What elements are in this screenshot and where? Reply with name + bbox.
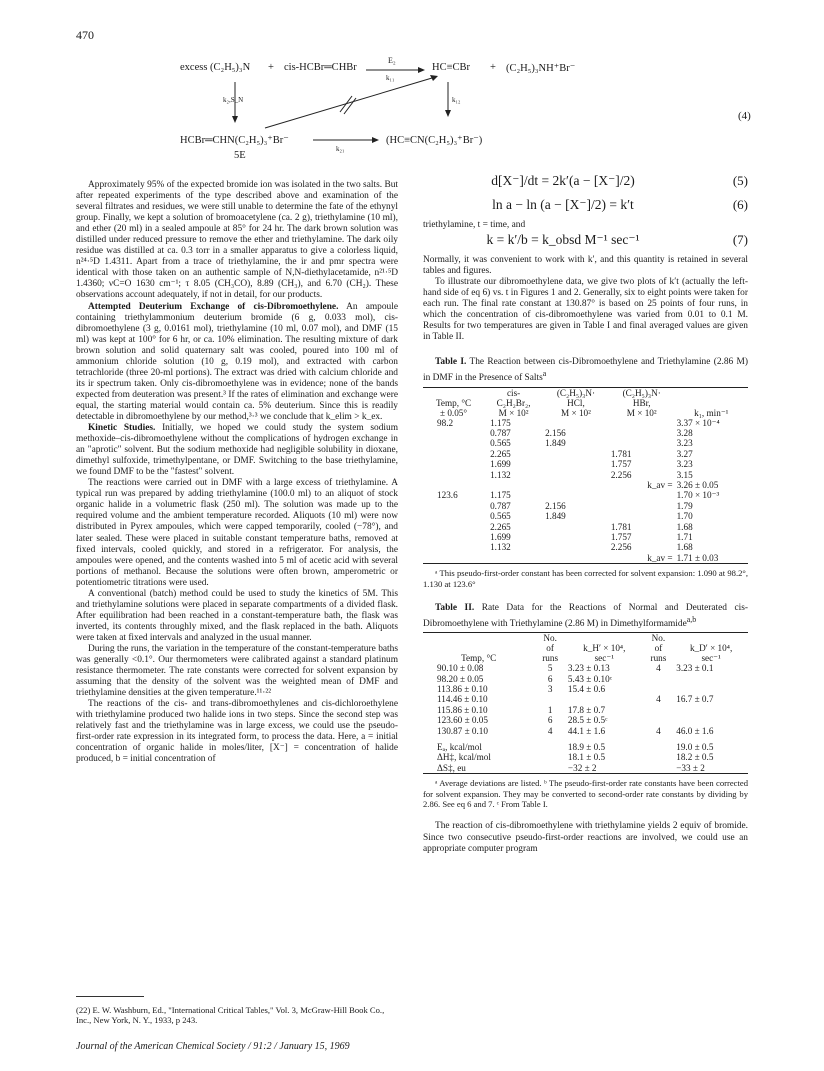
table-header-cell: k₁, min⁻¹ [694,407,729,418]
table-cell [674,684,748,694]
table-cell: 3.26 ± 0.05 [676,479,719,490]
footnote: (22) E. W. Washburn, Ed., "International Critical Tables," Vol. 3, McGraw-Hill Book Co., Inc., New York, N. Y., 1933, p 243. [76,1005,385,1026]
plus-sign: + [268,62,274,73]
table-cell: 98.2 [437,417,454,428]
table-cell: 3.23 ± 0.13 [567,663,610,674]
reactant-dibromoethylene: cis-HCBr═CHBr [284,62,357,73]
table-cell [543,449,609,459]
table-row [423,705,748,715]
table-cell [566,694,643,704]
table-row [423,752,748,762]
table-cell: 2.256 [610,469,632,480]
footnote-divider [76,996,144,997]
table-cell [543,480,609,490]
table-row [423,763,748,773]
table-1 [423,388,748,564]
table-cell-empty [534,763,566,773]
table-cell [423,553,484,563]
table-cell: 6 [547,673,553,684]
paragraph-deuterium [76,302,398,424]
table-row [423,522,748,532]
table-cell: 114.46 ± 0.10 [437,694,488,705]
product-bromoacetylene: HC≡CBr [432,62,471,73]
table-caption-text: Rate Data for the Reactions of Normal and Deuterated cis-Dibromoethylene with Triethylamine (2.86 M) in Dimethylformamide [423,603,749,630]
table-cell: 3.28 [676,427,693,438]
table-cell [423,511,484,521]
table2-caption [423,603,748,630]
table-cell [543,470,609,480]
paragraph: The reaction of cis-dibromoethylene with triethylamine yields 2 equiv of bromide. Since two consecutive pseudo-first-order reactions are involved, we could use an appropriate computer program [423,821,748,854]
table-cell [674,705,748,715]
table-cell: 3.23 [676,459,693,470]
journal-footer: Journal of the American Chemical Society / 91:2 / January 15, 1969 [76,1041,350,1052]
table-row [423,684,748,694]
table-cell [643,674,675,684]
table-cell: 90.10 ± 0.08 [437,663,484,674]
table-header-cell: cis- C₂H₂Br₂, M × 10² [496,387,531,418]
caption-mark: a [542,369,547,379]
table-cell [534,694,566,704]
table-cell: 18.2 ± 0.5 [676,752,714,763]
table-cell [423,542,484,552]
table-cell: 44.1 ± 1.6 [567,725,606,736]
table2-footnote: ᵃ Average deviations are listed. ᵇ The pseudo-first-order rate constants have been corrected for solvent expansion. They may be converted to second-order rate constants by dividing by 2.86. See eq 6 and 7. ᶜ From Table I. [423,778,748,810]
table-cell: 1.699 [490,532,511,543]
table-cell [674,674,748,684]
table-cell [423,501,484,511]
table-cell [674,715,748,725]
table-header-cell: No. of runs [542,633,559,664]
table-cell: 1.68 [676,542,693,553]
table-cell: 1.70 × 10⁻³ [676,490,720,501]
table-cell [423,480,484,490]
page-number: 470 [76,28,94,42]
table-row [423,501,748,511]
reactant-triethylamine: excess (C₂H₅)₃N [180,62,251,73]
equation-number: (6) [732,197,748,212]
table-label: Table I. [435,357,467,368]
table-row [423,449,748,459]
plus-sign-2: + [490,62,496,73]
table-row [423,715,748,725]
table-cell: 17.8 ± 0.7 [567,704,606,715]
table-cell [543,532,609,542]
table-cell: 1.699 [490,459,511,470]
table-cell-empty [534,752,566,762]
table-cell: 0.787 [490,500,511,511]
table-cell: −33 ± 2 [676,762,705,773]
table-cell: 18.9 ± 0.5 [567,742,606,753]
table-cell: 1.132 [490,542,511,553]
table-cell [643,684,675,694]
table-cell: 28.5 ± 0.5ᶜ [567,715,608,726]
table-cell: 1.175 [490,417,511,428]
table-cell: 46.0 ± 1.6 [676,725,714,736]
table-cell [423,470,484,480]
table-header-cell: No. of runs [650,633,667,664]
table-header-cell: k_D′ × 10⁴, sec⁻¹ [689,643,733,664]
table-cell [423,459,484,469]
table-cell-empty [643,763,675,773]
table-row [423,532,748,542]
table-cell: 1.70 [676,511,693,522]
equation-number: (7) [732,232,748,248]
paragraph: To illustrate our dibromoethylene data, we give two plots of k′t (actually the left-hand side of eq 6) vs. t in Figures 1 and 2. Generally, six to eight points were taken for each run. The final rate constant at 130.87° is based on 25 points of four runs, in which the concentration of cis-dibromoethylene was varied from 0.01 to 0.1 M. Results for two temperatures are given in Table I and final averaged values are given in Table II. [423,277,748,343]
table-cell: 2.156 [545,427,566,438]
right-column [423,172,748,855]
table-cell: 130.87 ± 0.10 [437,725,488,736]
table-cell: 1.849 [545,511,566,522]
table-cell: 4 [547,725,553,736]
table-cell [484,553,543,563]
table-cell: 1.71 ± 0.03 [676,552,719,563]
table-cell [423,449,484,459]
table-row [423,428,748,438]
section-heading: Attempted Deuterium Exchange of cis-Dibromoethylene. [88,301,339,312]
table-cell: 5.43 ± 0.10ᶜ [567,673,613,684]
table-cell: 115.86 ± 0.10 [437,704,488,715]
paragraph: Approximately 95% of the expected bromide ion was isolated in the two salts. But after repeated experiments of the type described above and examination of the several filtrates and residues, we were still unable to determine the fate of the ethynyl group. Finally, we kept a solution of bromoacetylene (ca. 2 g), triethylamine (10 ml), and ether (20 ml) in a sealed ampoule at 85° for 24 hr. The dark brown solution was distilled under reduced pressure to remove the ether and triethylamine. The dark oily residue was distilled at ca. 0.3 torr in a smaller apparatus to give a colorless liquid, n²⁴·⁵D 1.4311. Apart from a trace of triethylamine, the ir and pmr spectra were identical with those taken on an authentic sample of N,N-diethylacetamide, n²¹·⁵D 1.4360; νC=O 1630 cm⁻¹; τ 8.05 (CH₃CO), 8.89 (CH₃), and 6.70 (CH₂). These observations account adequately, if not in detail, for our products. [76,180,398,301]
table-cell: 123.6 [437,490,458,501]
table-cell [609,490,675,500]
table-row [423,542,748,552]
table-cell: 6 [547,715,553,726]
table-cell: 123.60 ± 0.05 [437,715,488,726]
table-cell: 16.7 ± 0.7 [676,694,714,705]
table-cell: k_av = [647,479,673,490]
table-row [423,490,748,500]
equation-text: ln a − ln (a − [X⁻]/2) = k′t [492,197,634,212]
table-cell: ΔS‡, eu [437,762,466,773]
equation-text: k = k′/b = k_obsd M⁻¹ sec⁻¹ [486,232,640,248]
arrow-label-e2: E₂ [388,56,396,65]
table-cell: 19.0 ± 0.5 [676,742,714,753]
table-cell [643,715,675,725]
quaternary-salt: HCBr═CHN(C₂H₅)₃⁺Br⁻ [180,135,289,146]
table-cell: 3.37 × 10⁻⁴ [676,417,720,428]
table-header-cell: (C₂H₅)₃N· HCl, M × 10² [556,387,596,418]
table-header-cell: Temp, °C [461,653,497,664]
table-caption-text: The Reaction between cis-Dibromoethylene and Triethylamine (2.86 M) in DMF in the Presence of Salts [423,357,748,384]
equation-number: (5) [732,173,748,188]
table-row [423,742,748,752]
table-row [423,470,748,480]
scheme-equation-number: (4) [738,110,751,122]
table-cell [609,501,675,511]
scheme-arrows [0,0,824,180]
table-cell: −32 ± 2 [567,762,597,773]
table-cell: 0.787 [490,427,511,438]
left-column [76,180,398,765]
table-row [423,694,748,704]
table-cell: k_av = [647,552,673,563]
table-cell [543,542,609,552]
table1-footnote: ᵃ This pseudo-first-order constant has been corrected for solvent expansion: 1.090 at 98.2°, 1.130 at 123.6° [423,568,748,589]
table-row [423,418,748,428]
paragraph: A conventional (batch) method could be used to study the kinetics of 5M. This and triethylamine solutions were placed in separate compartments of a divided flask. After equilibration had been reached in a constant-temperature bath, the flask was inverted, its contents throughly mixed, and the flask replaced in the bath. Aliquots were taken at fixed intervals and analyzed in the usual manner. [76,588,398,643]
section-heading: Kinetic Studies. [88,423,156,434]
table-cell: 0.565 [490,511,511,522]
table-cell [484,480,543,490]
table-cell: Eₐ, kcal/mol [437,742,482,753]
table-cell [543,418,609,428]
table-cell: 2.265 [490,448,511,459]
table-cell [643,705,675,715]
table-cell-empty [643,752,675,762]
equation-7 [423,231,748,255]
equation-6 [423,196,748,220]
table-cell: 3.15 [676,469,693,480]
bottom-arrow-label: k₂₁ [336,145,345,153]
table-cell [423,522,484,532]
table-cell: 3.23 [676,438,693,449]
paragraph: During the runs, the variation in the temperature of the constant-temperature baths was generally <0.1°. Our thermometers were calibrated against a standard platinum resistance thermometer. The rate constants were corrected for solvent expansion by assuming that the density of the solvent was the weighted mean of DMF and triethylamine densities at the given temperature.¹¹·²² [76,643,398,699]
table-cell: 2.265 [490,521,511,532]
table-row [423,438,748,448]
diagonal-arrow [265,78,432,128]
table-cell: 4 [656,725,661,736]
table-cell: 3 [547,683,553,694]
right-arrow-label: k₁₂ [452,96,461,104]
table-row [423,511,748,521]
reaction-scheme [0,0,824,180]
table-cell: 3.23 ± 0.1 [676,663,714,674]
salt-code: 5E [234,150,246,161]
table-cell-empty [534,742,566,752]
product-ammonium-salt: (C₂H₅)₃NH⁺Br⁻ [506,63,576,74]
table-cell [543,490,609,500]
table-cell: 113.86 ± 0.10 [437,683,488,694]
table1-caption [423,357,748,384]
paragraph: The reactions were carried out in DMF with a large excess of triethylamine. A typical run was prepared by adding triethylamine (100.0 ml) to an aliquot of stock organic halide in a volumetric flask (250 ml). The solution was made up to the required volume and the ambient temperature recorded. Aliquots (10 ml) were now distributed in Pyrex ampoules, which were capped temporarily, cooled (−78°), and later sealed. These were placed in suitable constant temperature baths, removed at fixed intervals, cooled quickly, and stored in a refrigerator. For analysis, the ampoules were opened, and the contents washed into 5 ml of acetic acid with several portions of methanol. Because the solutions were often brown, amperometric or potentiometric titrations were used. [76,478,398,588]
table-cell: 18.1 ± 0.5 [567,752,606,763]
table-cell [423,532,484,542]
table-rule [423,773,748,774]
table-label: Table II. [435,603,475,614]
table-cell [609,511,675,521]
table-2 [423,633,748,773]
paragraph: The reactions of the cis- and trans-dibromoethylenes and cis-dichloroethylene with triethylamine produced two halide ions in two steps. Since the second step was relatively fast and the triethylamine was in large excess, we could use the pseudo-first-order rate expression in its integrated form, to process the data. Here, a = initial concentration of organic halide in moles/liter, [X⁻] = concentration of halide produced, b = initial concentration of [76,699,398,765]
table-cell: 5 [547,663,553,674]
table-cell [423,438,484,448]
table-cell: 98.20 ± 0.05 [437,673,484,684]
table-cell [423,428,484,438]
table-cell: 2.256 [610,542,632,553]
table-row [423,553,748,563]
table-row [423,459,748,469]
table-cell: 1.757 [610,459,632,470]
table-cell: 1.68 [676,521,693,532]
table-row [423,726,748,736]
paragraph-kinetic [76,423,398,478]
table-header-cell: (C₂H₅)₃N· HBr, M × 10² [622,387,661,418]
left-arrow-label: k₂,S_N [223,96,244,104]
equation-5 [423,172,748,196]
table-cell: 1.781 [610,448,632,459]
caption-mark: a,b [686,615,697,625]
table-cell: 1.849 [545,438,566,449]
table-cell: 1.132 [490,469,511,480]
paragraph: Normally, it was convenient to work with k′, and this quantity is retained in several tables and figures. [423,255,748,277]
table-cell-empty [643,742,675,752]
bottom-product: (HC≡CN(C₂H₅)₃⁺Br⁻) [386,135,483,146]
table-cell: 3.27 [676,448,693,459]
table-cell: 4 [656,663,661,674]
table-cell: 1.79 [676,500,693,511]
table-cell [609,418,675,428]
table-cell [543,522,609,532]
table-cell: 1.781 [610,521,632,532]
table-row [423,480,748,490]
table-header-cell: Temp, °C ± 0.05° [435,397,472,418]
equation-text: d[X⁻]/dt = 2k′(a − [X⁻]/2) [491,173,635,188]
table-header-cell: k_H′ × 10⁴, sec⁻¹ [583,643,626,664]
table-cell: 1.175 [490,490,511,501]
table-cell: 1.757 [610,532,632,543]
table-cell [543,553,609,563]
table-cell [609,438,675,448]
table-rule [423,563,748,564]
paragraph-text: Initially, we hoped we could study the system sodium methoxide–cis-dibromoethylene without the complications of hydrogen exchange in an "aprotic" solvent. But the sodium methoxide had negligible solubility in dioxane, dimethyl sulfoxide, trimethylpentane, or DMF. Switching to the base triethylamine, we found DMF to be the "fastest" solvent. [76,423,398,478]
paragraph-text: An ampoule containing triethylammonium deuterium bromide (6 g, 0.033 mol), cis-dibromoethylene (3 g, 0.0161 mol), triethylamine (10 ml, 0.07 mol), and DMF (15 ml) was kept at 100° for 6 hr, or ca. 10% elimination. The resulting mixture of dark brown solution and solid quaternary salt was cooled, poured into 100 ml of ammonium chloride solution (10 g, 0.19 mol), and extracted with carbon tetrachloride (three 20-ml portions). The extract was dried with calcium chloride and its ir spectrum taken. Only cis-dibromoethylene was in evidence; none of the bands expected from deuteration was present.³ If the rates of elimination and exchange were equal, the starting material would contain ca. 5% deuterium. Since this is readily detectable in dibromoethylene by our method,³·³ we conclude that k_elim > k_ex. [76,301,398,422]
table-cell: 2.156 [545,500,566,511]
table-cell: 15.4 ± 0.6 [567,683,606,694]
top-arrow-head [418,67,425,73]
table-cell: 4 [656,694,661,705]
table-cell: 1 [547,704,553,715]
equation-note: triethylamine, t = time, and [423,220,526,230]
table-row [423,663,748,673]
table-cell: ΔH‡, kcal/mol [437,752,491,763]
table-row [423,674,748,684]
table-cell [543,459,609,469]
arrow-label-k11: k₁₁ [386,74,395,82]
table-cell [609,428,675,438]
table-cell: 1.71 [676,532,693,543]
table-cell: 0.565 [490,438,511,449]
